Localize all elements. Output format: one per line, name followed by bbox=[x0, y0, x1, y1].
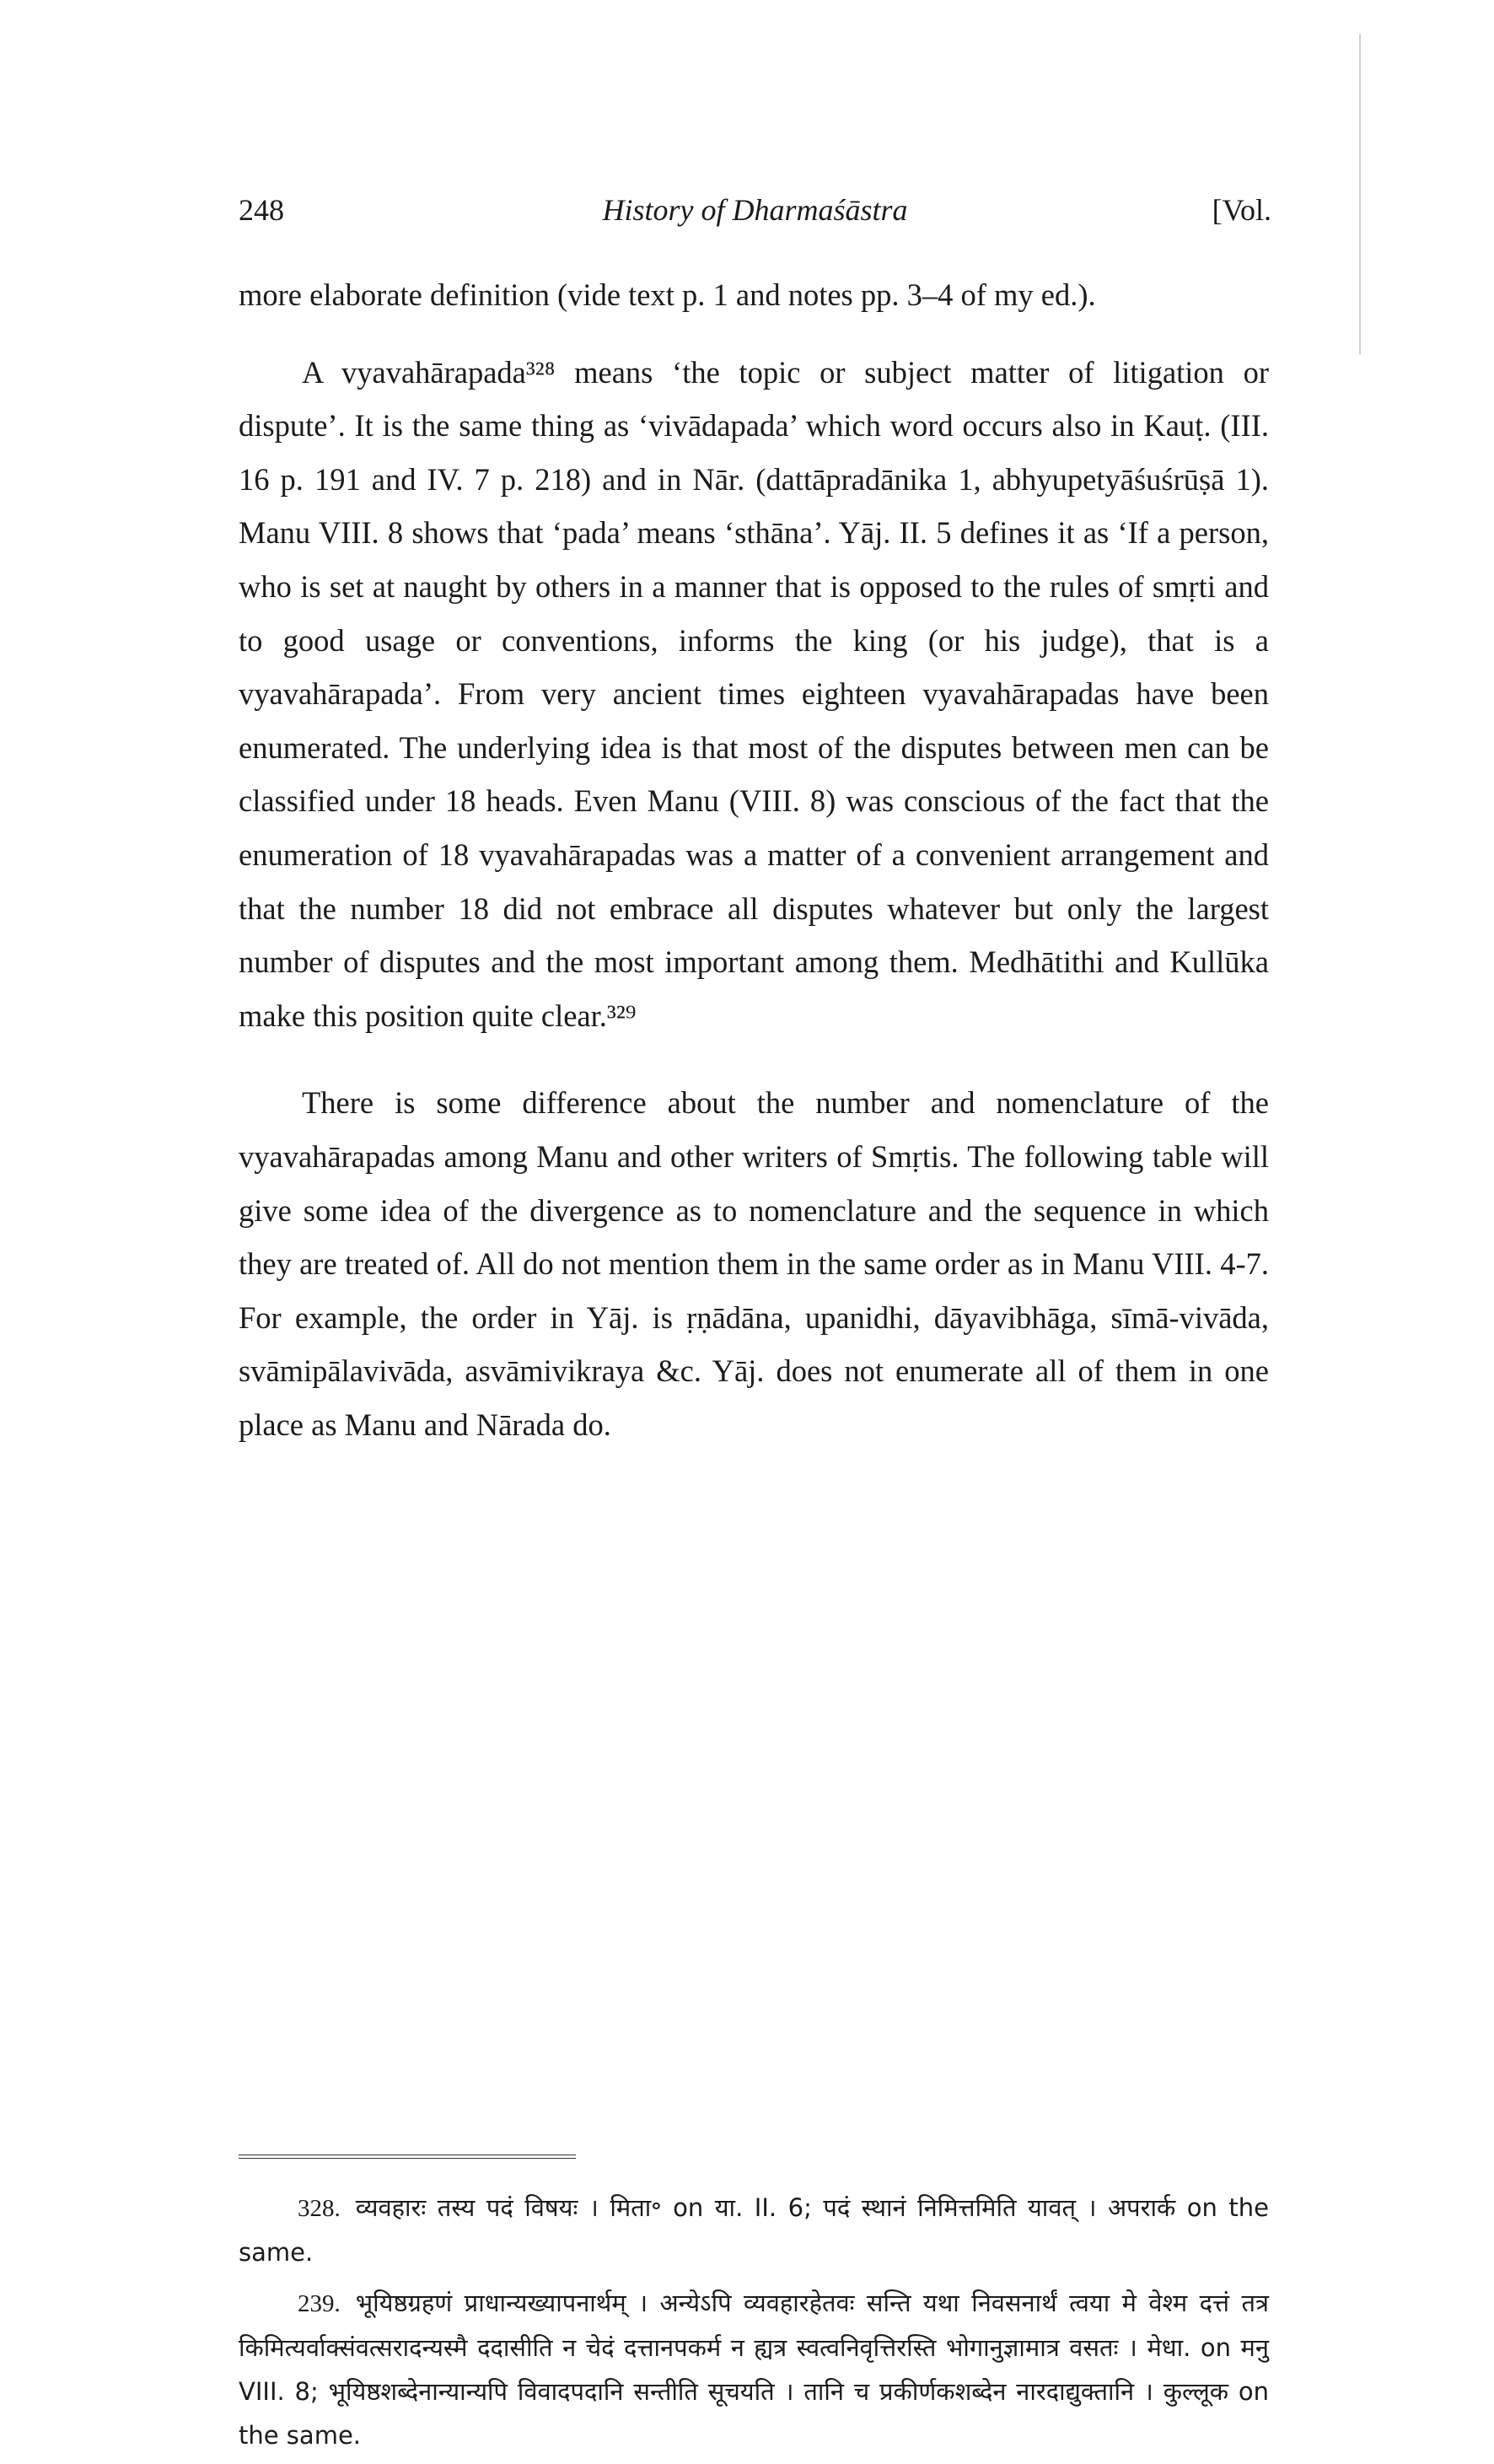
footnote-label: 328. bbox=[298, 2195, 341, 2222]
footnotes bbox=[239, 2186, 1269, 2464]
paragraph-difference: There is some difference about the number and nomenclature of the vyavahārapadas among Manu and other writers of Smṛtis. The following table will give some idea of the divergence as to nomenclature and the sequence in which they are treated of. All do not mention them in the same order as in Manu VIII. 4-7. For example, the order in Yāj. is ṛṇādāna, upanidhi, dāyavibhāga, sīmā-vivāda, svāmipālavivāda, asvāmivikraya &c. Yāj. does not enumerate all of them in one place as Manu and Nārada do. bbox=[239, 1085, 1269, 1442]
page-header bbox=[239, 192, 1271, 243]
page-number: 248 bbox=[239, 193, 284, 227]
footnote-divider bbox=[239, 2155, 576, 2165]
running-title: History of Dharmaśāstra bbox=[602, 193, 908, 227]
footnote-328 bbox=[239, 2186, 1269, 2274]
paragraph-continuation: more elaborate definition (vide text p. 1 and notes pp. 3–4 of my ed.). bbox=[239, 277, 1096, 312]
footnote-text: भूयिष्ठग्रहणं प्राधान्यख्यापनार्थम् । अन्येऽपि व्यवहारहेतवः सन्ति यथा निवसनार्थं त्वया मे वेश्म दत्तं तत्र किमित्यर्वाक्संवत्सरादन्यस्मै ददासीति न चेदं दत्तानपकर्म न ह्यत्र स्वत्वनिवृत्तिरस्ति भोगानुज्ञामात्र वसतः । मेधा. on मनु VIII. 8; भूयिष्ठशब्देनान्यान्यपि विवादपदानि सन्तीति सूचयति । तानि च प्रकीर्णकशब्देन नारदाद्युक्तानि । कुल्लूक on the same. bbox=[239, 2289, 1269, 2450]
footnote-label: 239. bbox=[298, 2290, 341, 2317]
scan-edge-line bbox=[1359, 34, 1361, 354]
footnote-329 bbox=[239, 2281, 1269, 2457]
volume-marker: [Vol. bbox=[1212, 193, 1271, 227]
footnote-text: व्यवहारः तस्य पदं विषयः । मिता॰ on या. II. 6; पदं स्थानं निमित्तमिति यावत् । अपरार्क on the same. bbox=[239, 2193, 1269, 2267]
paragraph-vyavaharapada: A vyavahārapada³²⁸ means ‘the topic or subject matter of litigation or dispute’. It is the same thing as ‘vivādapada’ which word occurs also in Kauṭ. (III. 16 p. 191 and IV. 7 p. 218) and in Nār. (dattāpradānika 1, abhyupetyāśuśrūṣā 1). Manu VIII. 8 shows that ‘pada’ means ‘sthāna’. Yāj. II. 5 defines it as ‘If a person, who is set at naught by others in a manner that is opposed to the rules of smṛti and to good usage or conventions, informs the king (or his judge), that is a vyavahārapada’. From very ancient times eighteen vyavahārapadas have been enumerated. The underlying idea is that most of the disputes between men can be classified under 18 heads. Even Manu (VIII. 8) was conscious of the fact that the enumeration of 18 vyavahārapadas was a matter of a convenient arrangement and that the number 18 did not embrace all disputes whatever but only the largest number of disputes and the most important among them. Medhātithi and Kullūka make this position quite clear.³²⁹ bbox=[239, 354, 1269, 1033]
body-text bbox=[239, 268, 1269, 1451]
